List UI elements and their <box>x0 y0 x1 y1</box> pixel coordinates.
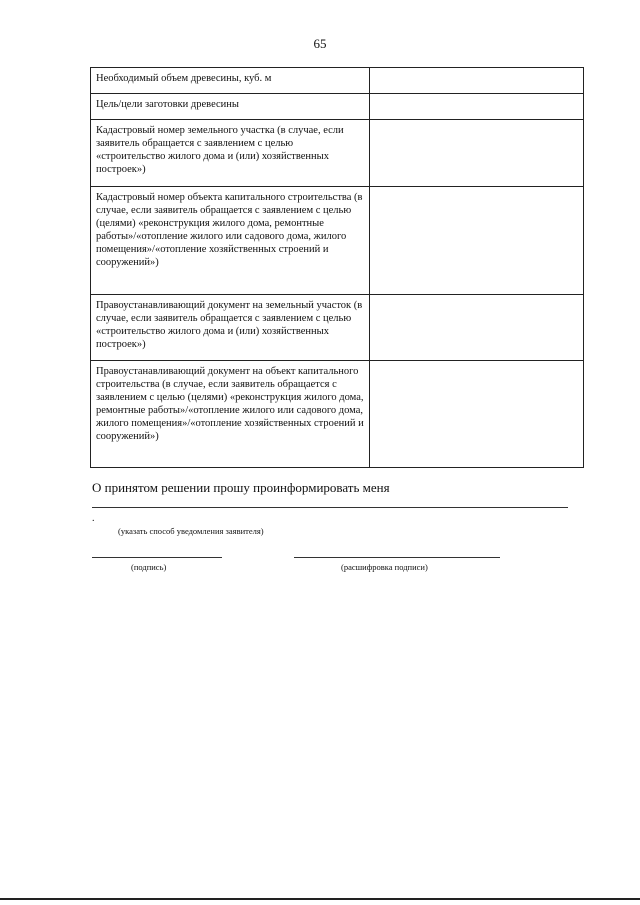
row-label-land-title-document: Правоустанавливающий документ на земельный участок (в случае, если заявитель обращается с заявлением с целью «строительство жилого дома и (или) хозяйственных построек») <box>91 295 370 361</box>
table-row <box>91 361 584 468</box>
signature-line[interactable] <box>92 557 222 558</box>
notify-method-line[interactable] <box>92 507 568 508</box>
row-value-wood-volume[interactable] <box>370 68 584 94</box>
row-value-building-cadastral-number[interactable] <box>370 187 584 295</box>
notify-dot: . <box>92 513 95 524</box>
page-number: 65 <box>313 36 327 51</box>
row-label-wood-volume: Необходимый объем древесины, куб. м <box>91 68 370 94</box>
row-value-purpose[interactable] <box>370 94 584 120</box>
table-row <box>91 94 584 120</box>
row-label-building-title-document: Правоустанавливающий документ на объект капитального строительства (в случае, если заявитель обращается с заявлением с целью (целями) «реконструкция жилого дома, ремонтные работы»/«отопление жилого или садового дома, жилого помещения»/«отопление хозяйственных строений и сооружений») <box>91 361 370 468</box>
page-bottom-border <box>0 898 640 900</box>
table-row <box>91 120 584 187</box>
notify-method-caption: (указать способ уведомления заявителя) <box>118 526 264 536</box>
notify-request-text: О принятом решении прошу проинформировать меня <box>92 480 390 495</box>
table-row <box>91 295 584 361</box>
row-label-land-cadastral-number: Кадастровый номер земельного участка (в случае, если заявитель обращается с заявлением с целью «строительство жилого дома и (или) хозяйственных построек») <box>91 120 370 187</box>
row-value-land-title-document[interactable] <box>370 295 584 361</box>
row-label-building-cadastral-number: Кадастровый номер объекта капитального строительства (в случае, если заявитель обращается с заявлением с целью (целями) «реконструкция жилого дома, ремонтные работы»/«отопление жилого или садового дома, жилого помещения»/«отопление хозяйственных строений и сооружений») <box>91 187 370 295</box>
application-form-table <box>90 67 584 468</box>
signature-decode-caption: (расшифровка подписи) <box>341 562 428 572</box>
signature-caption: (подпись) <box>131 562 167 572</box>
row-label-purpose: Цель/цели заготовки древесины <box>91 94 370 120</box>
signature-decode-line[interactable] <box>294 557 500 558</box>
row-value-building-title-document[interactable] <box>370 361 584 468</box>
table-row <box>91 68 584 94</box>
row-value-land-cadastral-number[interactable] <box>370 120 584 187</box>
table-row <box>91 187 584 295</box>
